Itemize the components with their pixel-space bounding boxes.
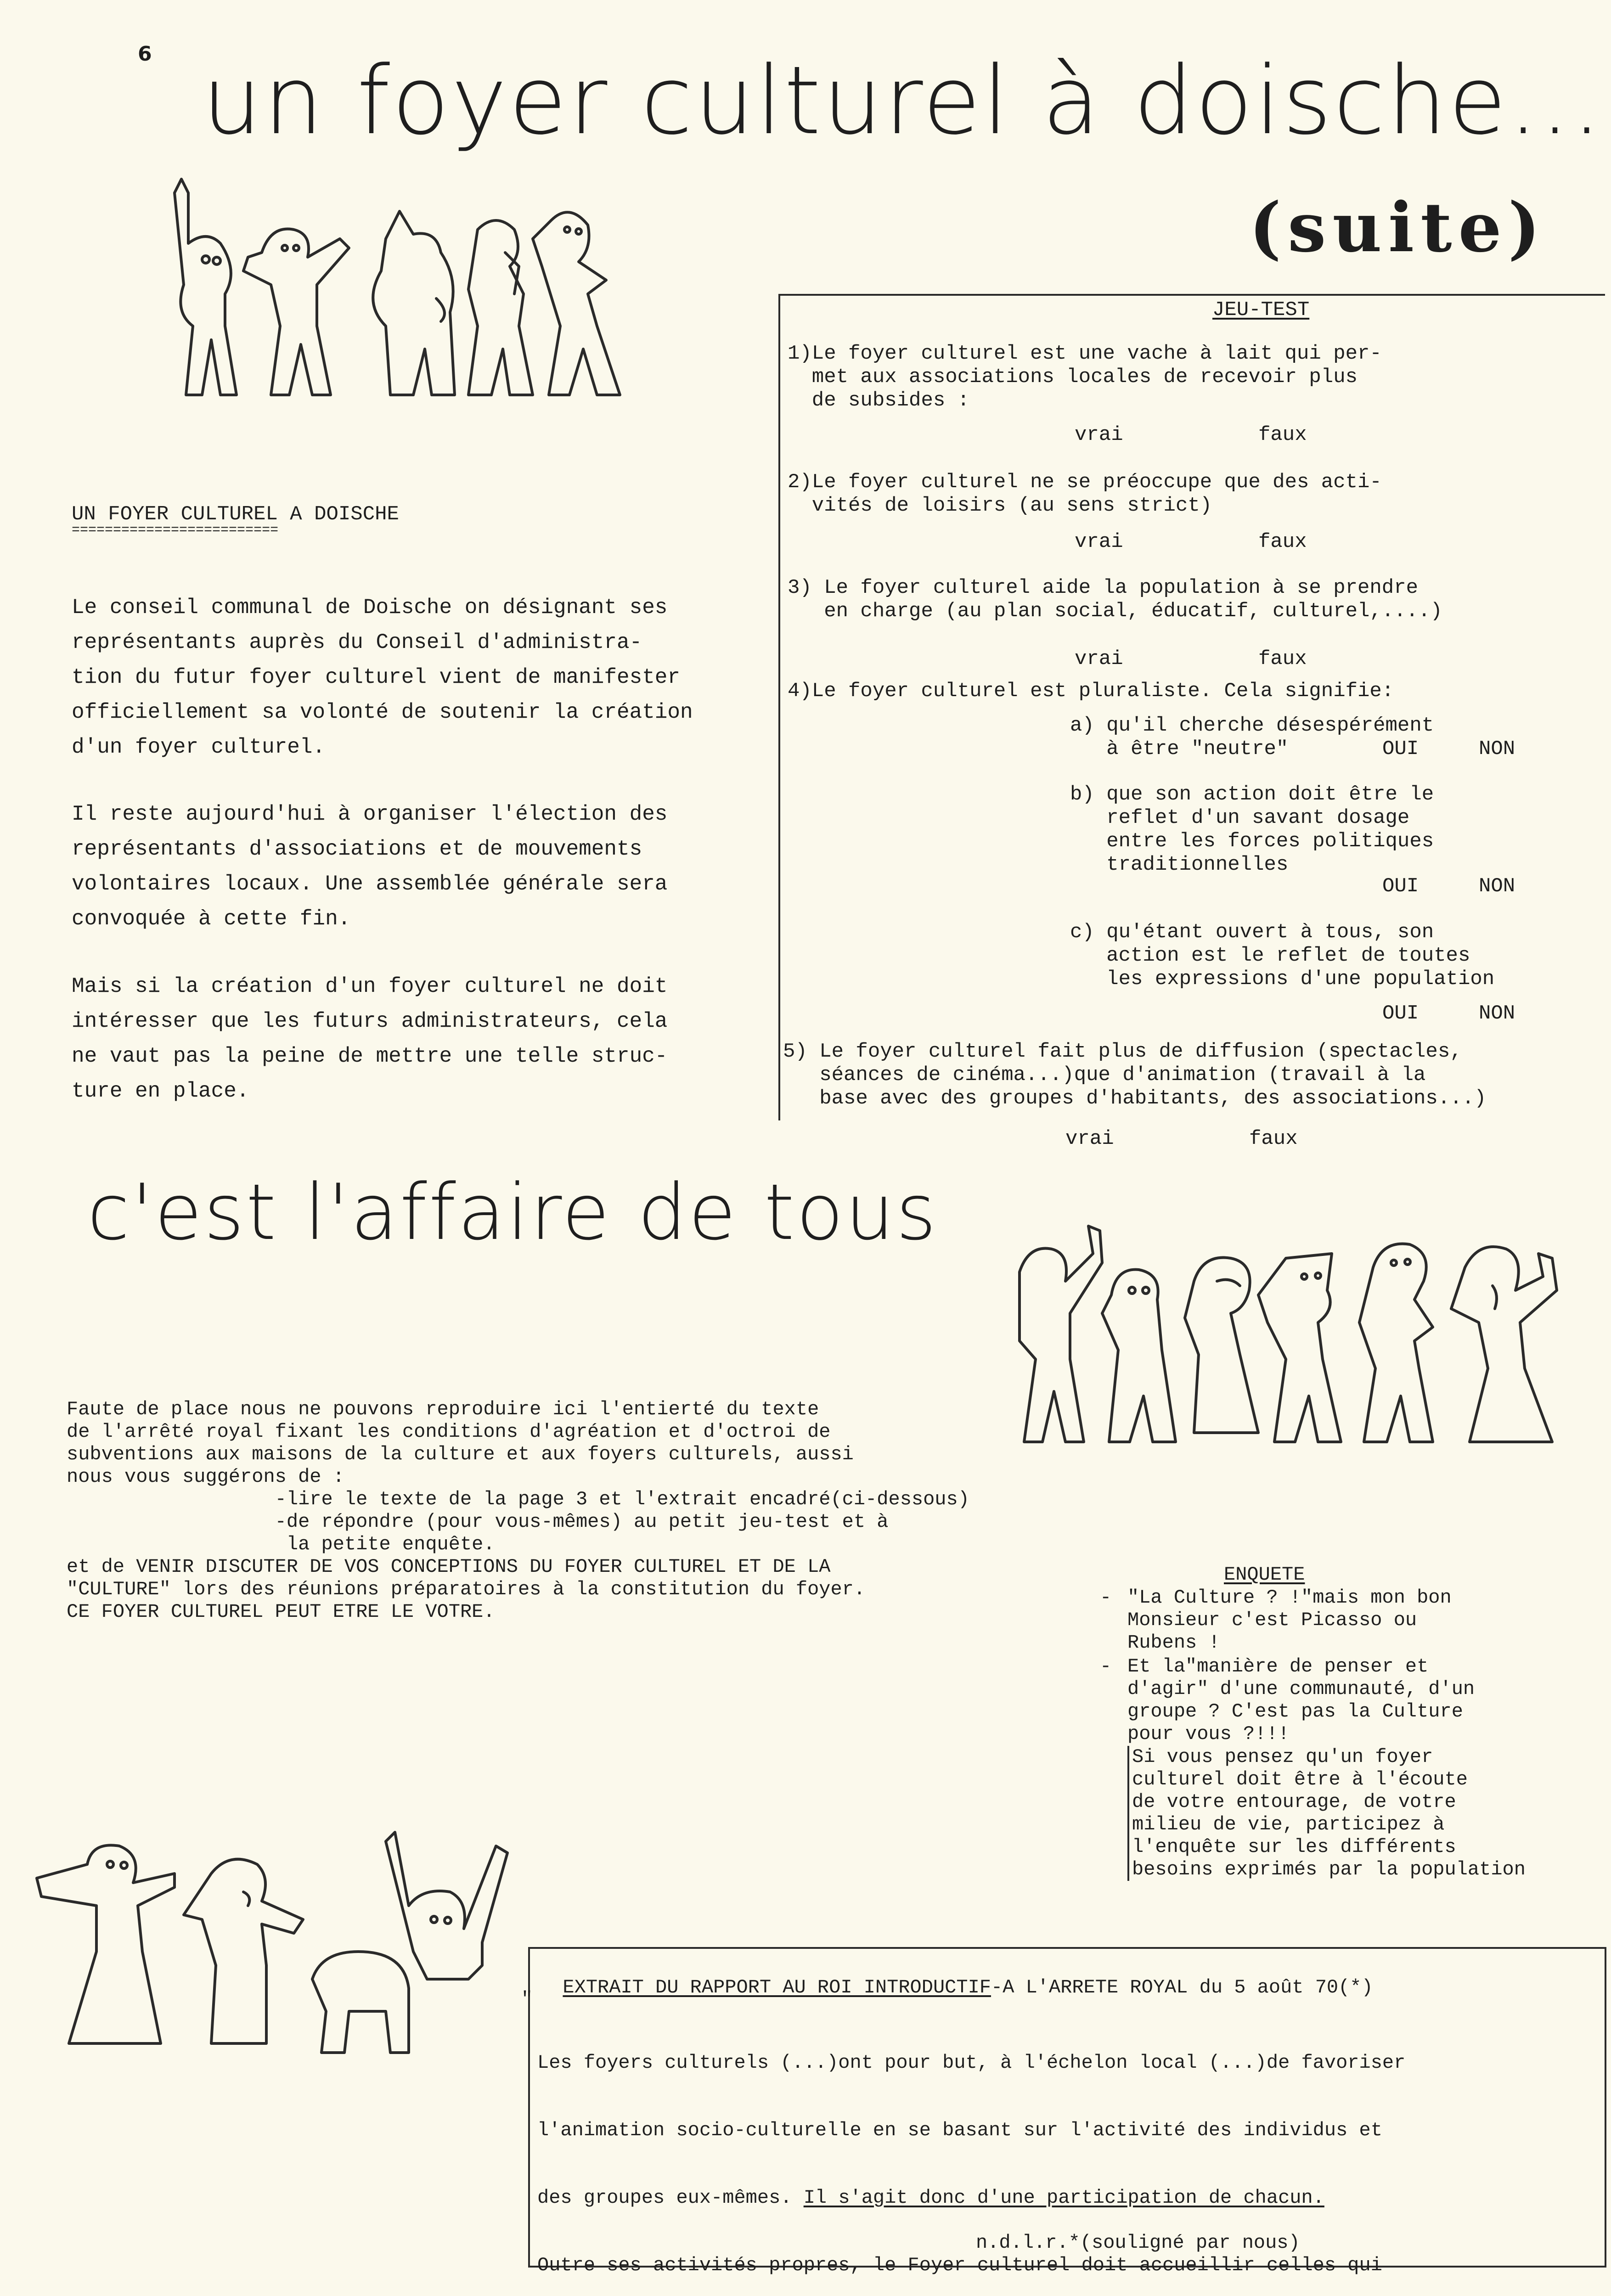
- jeu-test-q3-vrai: vrai: [1075, 647, 1123, 670]
- extrait-line-4: Outre ses activités propres, le Foyer culturel doit accueillir celles qui: [537, 2254, 1382, 2276]
- jeu-test-q4c-oui: OUI: [1382, 1002, 1419, 1025]
- jeu-test-question-5: 5) Le foyer culturel fait plus de diffusion (spectacles, séances de cinéma...)que d'animation (travail à la base avec des groupes d'habitants, des associations...): [783, 1040, 1487, 1110]
- extrait-line-3-text: des groupes eux-mêmes.: [537, 2187, 804, 2209]
- jeu-test-box-left-border: [778, 294, 780, 1120]
- extrait-line-3-underlined: Il s'agit donc d'une participation de chacun.: [803, 2187, 1324, 2209]
- jeu-test-q4a-non: NON: [1479, 737, 1515, 760]
- jeu-test-question-4b: b) que son action doit être le reflet d'un savant dosage entre les forces politiques traditionnelles: [1070, 783, 1434, 876]
- extrait-line-1: Les foyers culturels (...)ont pour but, à l'échelon local (...)de favoriser: [537, 2052, 1406, 2074]
- figure-7: [1102, 1270, 1176, 1442]
- enquete-text-3: Si vous pensez qu'un foyer culturel doit être à l'écoute de votre entourage, de votre milieu de vie, participez à l'enquête sur les différents besoins exprimés par la population: [1127, 1746, 1526, 1881]
- jeu-test-q2-faux: faux: [1258, 530, 1307, 553]
- figures-group-bottom-illustration: [28, 1814, 533, 2071]
- figure-9: [1258, 1254, 1341, 1442]
- jeu-test-question-4c: c) qu'étant ouvert à tous, son action est le reflet de toutes les expressions d'une population: [1070, 921, 1495, 990]
- jeu-test-q5-vrai: vrai: [1065, 1127, 1114, 1150]
- figure-13: [184, 1859, 303, 2043]
- jeu-test-q5-faux: faux: [1249, 1127, 1298, 1150]
- figures-group-middle-illustration: [1001, 1203, 1598, 1460]
- jeu-test-q3-faux: faux: [1258, 647, 1307, 670]
- jeu-test-title: JEU-TEST: [1212, 298, 1310, 321]
- figure-1: [175, 179, 237, 395]
- figure-4: [468, 220, 533, 395]
- extrait-title: [540, 1954, 1373, 1999]
- figure-11: [1451, 1247, 1557, 1442]
- left-article-heading: UN FOYER CULTUREL A DOISCHE: [72, 503, 399, 526]
- jeu-test-question-1: 1)Le foyer culturel est une vache à lait qui per- met aux associations locales de recevoir plus de subsides :: [788, 342, 1382, 412]
- jeu-test-q4a-oui: OUI: [1382, 737, 1419, 760]
- jeu-test-q2-vrai: vrai: [1075, 530, 1123, 553]
- bottom-left-text: Faute de place nous ne pouvons reproduire ici l'entierté du texte de l'arrêté royal fixant les conditions d'agréation et d'octroi de subventions aux maisons de la culture et aux foyers culturels, aussi nous vous suggérons de : -lire le texte de la page 3 et l'extrait encadré(ci-dessous) -de répondre (pour vous-mêmes) au petit jeu-test et à la petite enquête. et de VENIR DISCUTER DE VOS CONCEPTIONS DU FOYER CULTUREL ET DE LA "CULTURE" lors des réunions préparatoires à la constitution du foyer. CE FOYER CULTUREL PEUT ETRE LE VOTRE.: [67, 1398, 969, 1623]
- figure-10: [1359, 1244, 1433, 1442]
- extrait-title-rest: -A L'ARRETE ROYAL du 5 août 70(*): [991, 1976, 1373, 1998]
- extrait-line-2: l'animation socio-culturelle en se basant sur l'activité des individus et: [537, 2119, 1382, 2141]
- jeu-test-question-4: 4)Le foyer culturel est pluraliste. Cela signifie:: [788, 680, 1394, 703]
- jeu-test-q1-faux: faux: [1258, 423, 1307, 446]
- enquete-text-1: "La Culture ? !"mais mon bon Monsieur c'est Picasso ou Rubens !: [1127, 1587, 1452, 1654]
- jeu-test-q1-vrai: vrai: [1075, 423, 1123, 446]
- figure-15: [386, 1832, 507, 1979]
- left-article-paragraph-2: Il reste aujourd'hui à organiser l'élection des représentants d'associations et de mouvements volontaires locaux. Une assemblée générale sera convoquée à cette fin.: [72, 802, 668, 931]
- jeu-test-question-3: 3) Le foyer culturel aide la population à se prendre en charge (au plan social, éducatif, culturel,....): [788, 576, 1442, 623]
- enquete-title: ENQUETE: [1224, 1564, 1305, 1586]
- figure-5: [533, 212, 620, 395]
- jeu-test-question-2: 2)Le foyer culturel ne se préoccupe que des acti- vités de loisirs (au sens strict): [788, 471, 1382, 517]
- figures-group-top-illustration: [156, 174, 661, 413]
- enquete-text-2: Et la"manière de penser et d'agir" d'une communauté, d'un groupe ? C'est pas la Culture pour vous ?!!!: [1127, 1655, 1475, 1745]
- enquete-dash-1: -: [1100, 1587, 1112, 1609]
- left-article-heading-rule: =========================: [72, 523, 279, 538]
- extrait-open-quote: ": [521, 1988, 533, 2010]
- suite-label: (suite): [1249, 187, 1547, 267]
- extrait-note: n.d.l.r.*(souligné par nous): [976, 2232, 1300, 2254]
- figure-2: [243, 229, 349, 395]
- left-article-paragraph-1: Le conseil communal de Doische on désignant ses représentants auprès du Conseil d'administra- tion du futur foyer culturel vient de manifester officiellement sa volonté de soutenir la création d'un foyer culturel.: [72, 596, 693, 759]
- enquete-dash-2: -: [1100, 1655, 1112, 1677]
- extrait-line-3: [537, 2187, 1405, 2209]
- figure-14: [312, 1952, 409, 2053]
- page-number: 6: [138, 42, 152, 66]
- jeu-test-question-4a: a) qu'il cherche désespérément à être "neutre": [1070, 714, 1434, 760]
- middle-title: c'est l'affaire de tous: [87, 1167, 938, 1257]
- jeu-test-q4b-oui: OUI: [1382, 875, 1419, 898]
- figure-8: [1185, 1258, 1258, 1433]
- jeu-test-box-top-border: [778, 294, 1605, 296]
- extrait-title-underlined: EXTRAIT DU RAPPORT AU ROI INTRODUCTIF: [563, 1976, 991, 1998]
- jeu-test-q4b-non: NON: [1479, 875, 1515, 898]
- jeu-test-q4c-non: NON: [1479, 1002, 1515, 1025]
- left-article-paragraph-3: Mais si la création d'un foyer culturel ne doit intéresser que les futurs administrateurs, cela ne vaut pas la peine de mettre une telle struc- ture en place.: [72, 974, 668, 1103]
- figure-6: [1020, 1226, 1102, 1442]
- figure-3: [373, 211, 455, 395]
- page-title: un foyer culturel à doische...: [202, 46, 1604, 156]
- figure-12: [37, 1845, 175, 2043]
